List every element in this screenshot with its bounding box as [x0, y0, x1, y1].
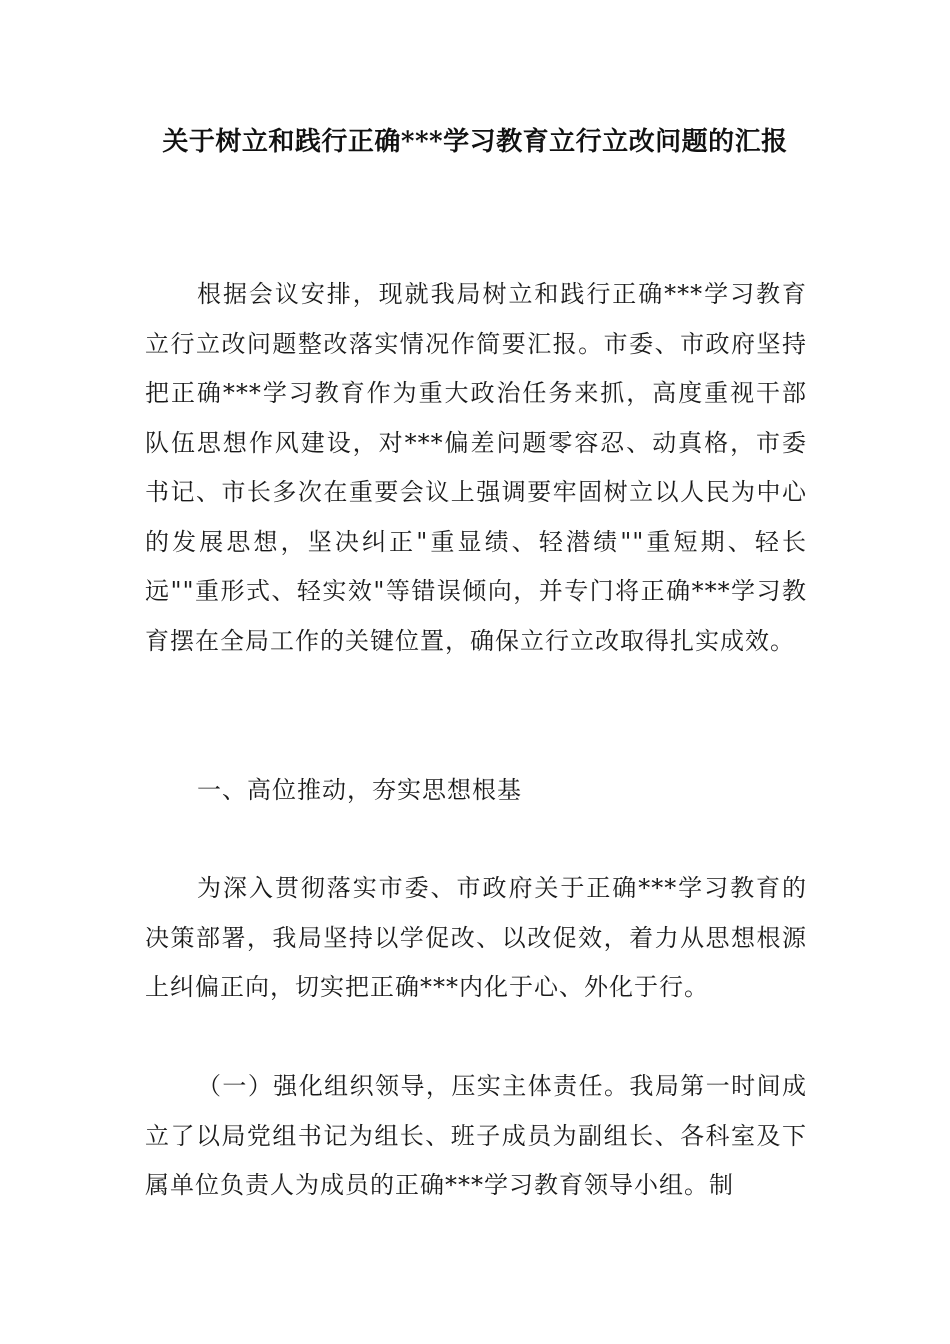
- intro-paragraph: 根据会议安排，现就我局树立和践行正确***学习教育立行立改问题整改落实情况作简要汇报。市委、市政府坚持把正确***学习教育作为重大政治任务来抓，高度重视干部队伍思想作风建设，对***偏差问题零容忍、动真格，市委书记、市长多次在重要会议上强调要牢固树立以人民为中心的发展思想，坚决纠正"重显绩、轻潜绩""重短期、轻长远""重形式、轻实效"等错误倾向，并专门将正确***学习教育摆在全局工作的关键位置，确保立行立改取得扎实成效。: [145, 280, 807, 655]
- document-title: 关于树立和践行正确***学习教育立行立改问题的汇报: [162, 127, 788, 157]
- section-heading: 一、高位推动，夯实思想根基: [197, 776, 522, 804]
- subsection-paragraph: （一）强化组织领导，压实主体责任。我局第一时间成立了以局党组书记为组长、班子成员为副组长、各科室及下属单位负责人为成员的正确***学习教育领导小组。制: [145, 1072, 807, 1199]
- section-paragraph: 为深入贯彻落实市委、市政府关于正确***学习教育的决策部署，我局坚持以学促改、以改促效，着力从思想根源上纠偏正向，切实把正确***内化于心、外化于行。: [145, 874, 807, 1001]
